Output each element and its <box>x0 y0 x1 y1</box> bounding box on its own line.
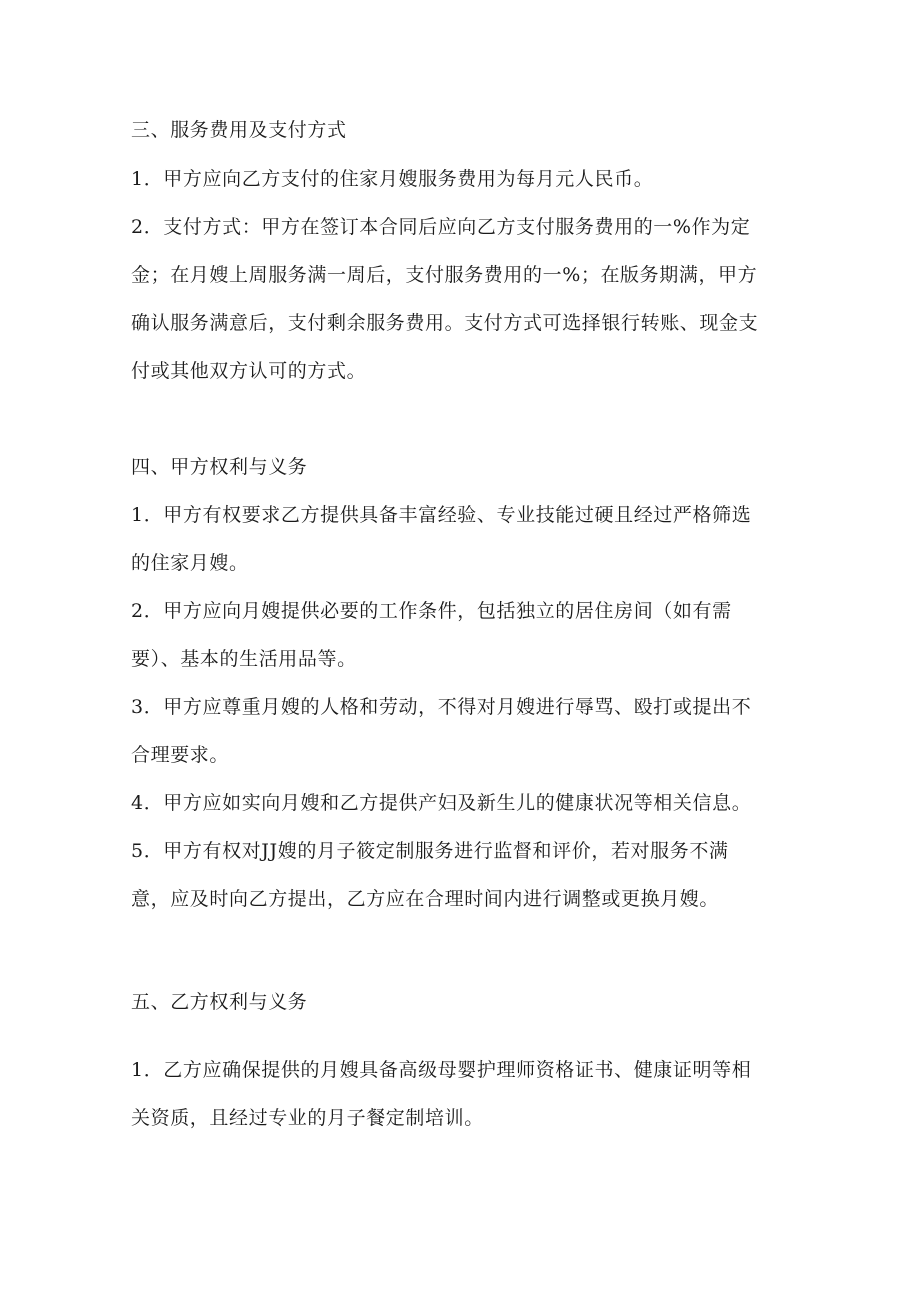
section-heading-5: 五、乙方权利与义务 <box>131 991 308 1013</box>
paragraph-line: 1．甲方有权要求乙方提供具备丰富经验、专业技能过硬且经过严格筛选 <box>131 504 752 526</box>
paragraph-line: 4．甲方应如实向月嫂和乙方提供产妇及新生儿的健康状况等相关信息。 <box>131 792 752 814</box>
paragraph-line: 2．甲方应向月嫂提供必要的工作条件，包括独立的居住房间（如有需 <box>131 600 732 622</box>
paragraph-line: 的住家月嫂。 <box>131 552 249 574</box>
paragraph-line: 确认服务满意后，支付剩余服务费用。支付方式可选择银行转账、现金支 <box>131 312 759 334</box>
paragraph-line: 付或其他双方认可的方式。 <box>131 360 367 382</box>
paragraph-line: 1．乙方应确保提供的月嫂具备高级母婴护理师资格证书、健康证明等相 <box>131 1059 752 1081</box>
paragraph-line: 金；在月嫂上周服务满一周后，支付服务费用的一%；在版务期满，甲方 <box>131 264 758 286</box>
section-heading-4: 四、甲方权利与义务 <box>131 456 308 478</box>
paragraph-line: 5．甲方有权对JJ嫂的月子筱定制服务进行监督和评价，若对服务不满 <box>131 840 729 862</box>
paragraph-line: 3．甲方应尊重月嫂的人格和劳动，不得对月嫂进行辱骂、殴打或提出不 <box>131 696 752 718</box>
paragraph-line: 2．支付方式：甲方在签订本合同后应向乙方支付服务费用的一%作为定 <box>131 216 751 238</box>
section-heading-3: 三、服务费用及支付方式 <box>131 119 347 141</box>
paragraph-line: 意，应及时向乙方提出，乙方应在合理时间内进行调整或更换月嫂。 <box>131 888 720 910</box>
paragraph-line: 关资质，且经过专业的月子餐定制培训。 <box>131 1107 484 1129</box>
paragraph-line: 合理要求。 <box>131 744 230 766</box>
paragraph-line: 要）、基本的生活用品等。 <box>131 648 357 670</box>
paragraph-line: 1．甲方应向乙方支付的住家月嫂服务费用为每月元人民币。 <box>131 168 654 190</box>
